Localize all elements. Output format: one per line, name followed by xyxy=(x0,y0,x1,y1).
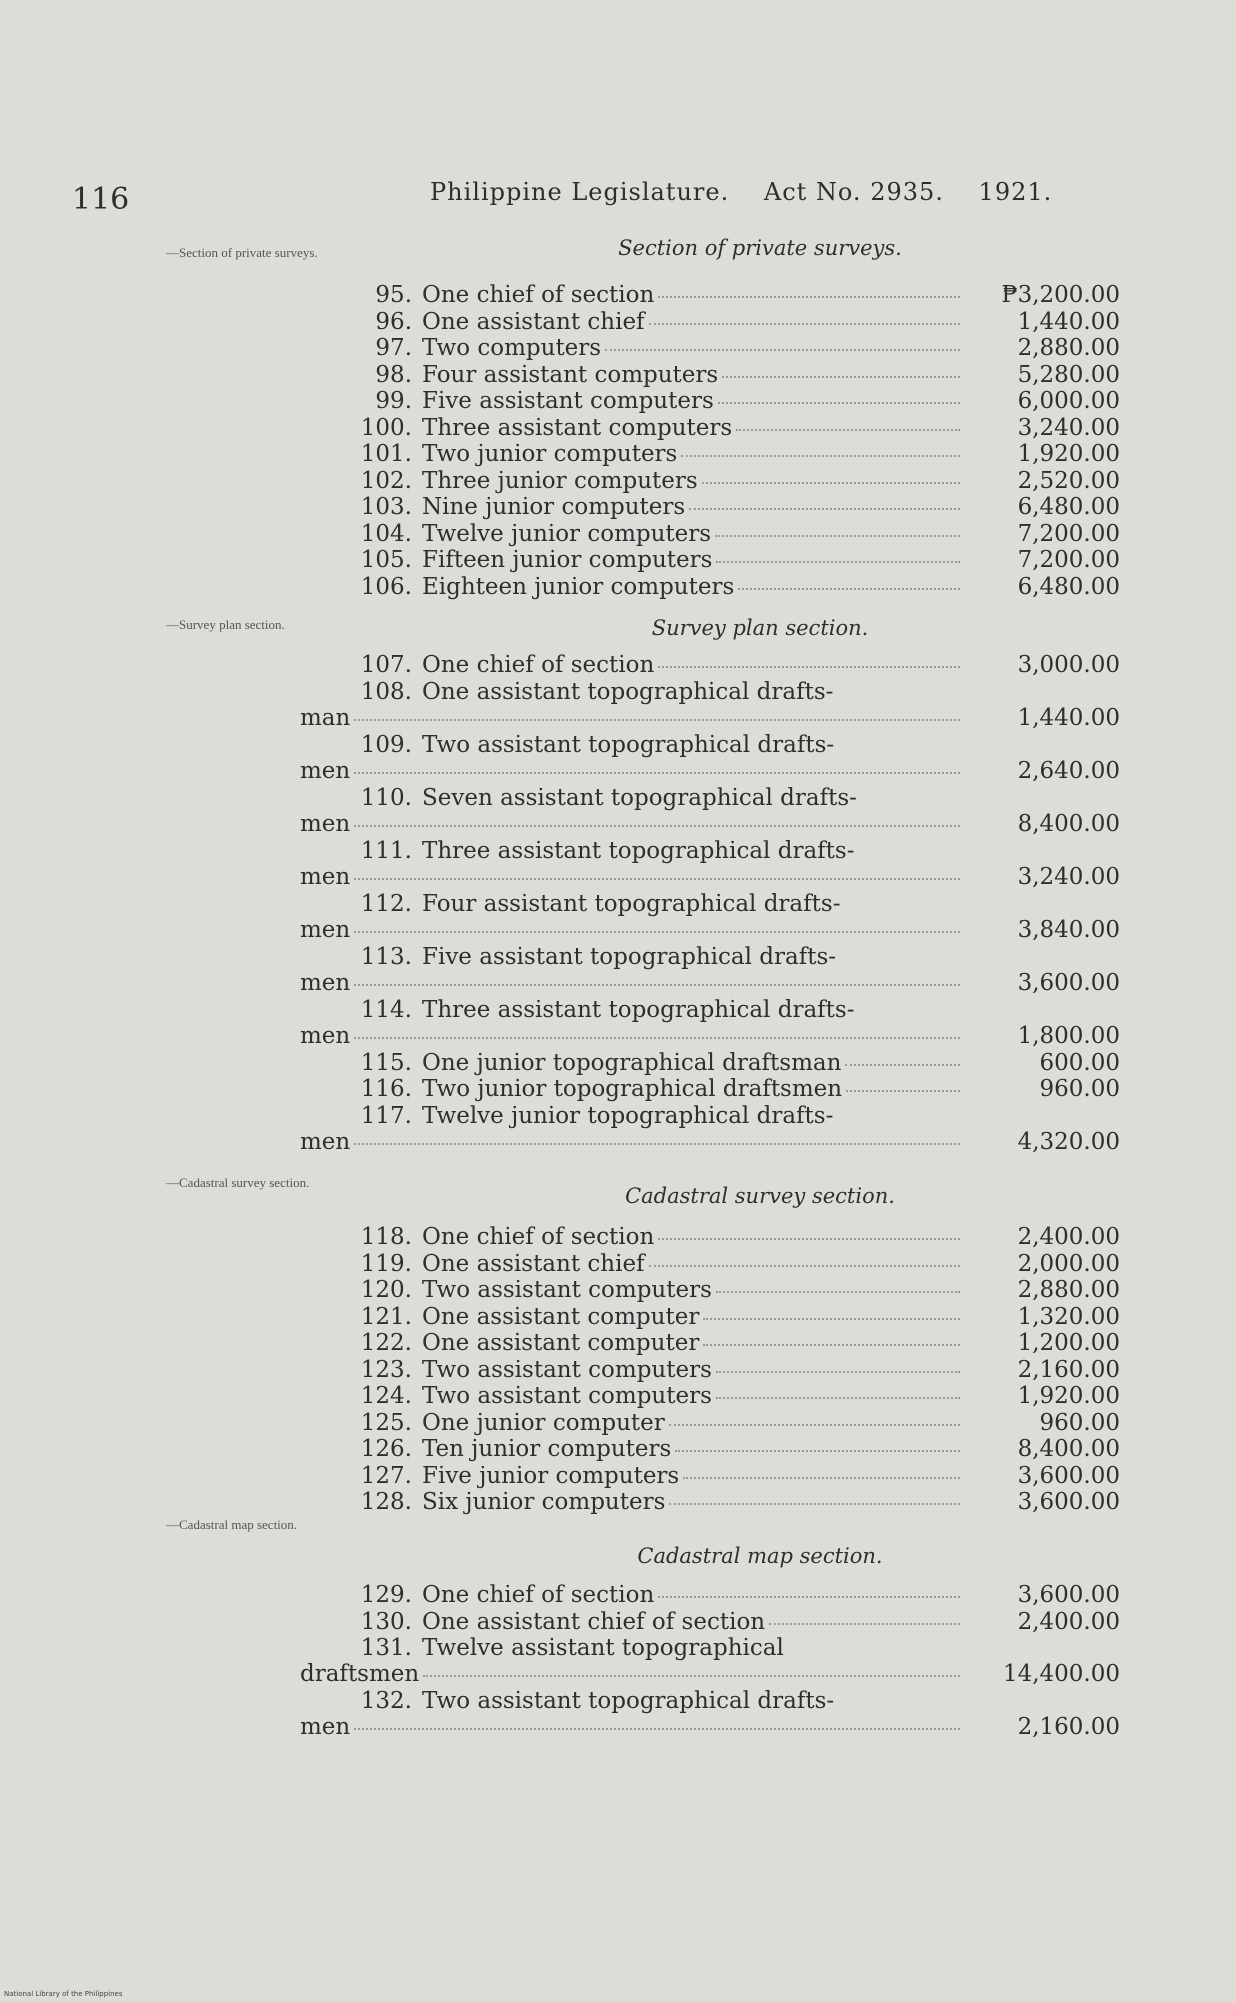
item-description: Four assistant computers xyxy=(422,361,719,388)
item-amount: 1,440.00 xyxy=(1017,308,1120,335)
leader-dots xyxy=(769,1609,960,1625)
item-number: 112. xyxy=(360,890,412,917)
item-line xyxy=(360,1489,1120,1515)
appropriation-item xyxy=(360,441,1120,467)
appropriation-item xyxy=(360,1489,1120,1515)
item-continuation-line xyxy=(300,1129,1120,1155)
leader-dots xyxy=(605,335,960,351)
item-line xyxy=(360,1463,1120,1489)
item-number: 132. xyxy=(360,1688,412,1714)
item-number: 118. xyxy=(360,1224,412,1250)
item-continuation-line xyxy=(300,1023,1120,1049)
item-amount: 4,320.00 xyxy=(1017,1128,1120,1155)
item-line xyxy=(360,1410,1120,1436)
item-number: 114. xyxy=(360,996,412,1023)
item-continuation-line xyxy=(300,1661,1120,1687)
item-amount: 3,600.00 xyxy=(1017,1489,1120,1515)
appropriation-item xyxy=(300,996,1120,1049)
item-amount: 3,000.00 xyxy=(1017,652,1120,678)
item-line xyxy=(360,1277,1120,1303)
item-number: 98. xyxy=(375,361,412,388)
item-number: 115. xyxy=(360,1049,412,1076)
leader-dots xyxy=(354,970,960,986)
item-amount: 1,800.00 xyxy=(1017,1022,1120,1049)
appropriation-item xyxy=(360,388,1120,414)
item-line xyxy=(360,335,1120,361)
item-amount: 2,640.00 xyxy=(1017,757,1120,784)
leader-dots xyxy=(354,1129,960,1145)
item-amount: 2,160.00 xyxy=(1017,1714,1120,1740)
appropriation-item xyxy=(360,1609,1120,1635)
item-description: Two junior topographical draftsmen xyxy=(422,1076,843,1102)
section-title: Section of private surveys. xyxy=(618,236,902,260)
item-line xyxy=(360,732,1120,758)
section-title: Survey plan section. xyxy=(651,616,869,640)
item-line xyxy=(360,1582,1120,1608)
item-amount: 1,440.00 xyxy=(1017,704,1120,731)
item-amount: 1,920.00 xyxy=(1017,441,1120,467)
item-amount: 2,000.00 xyxy=(1017,1250,1120,1277)
item-number: 107. xyxy=(360,652,412,678)
item-number: 124. xyxy=(360,1383,412,1409)
item-amount: 6,480.00 xyxy=(1017,573,1120,600)
item-number: 120. xyxy=(360,1277,412,1303)
item-line xyxy=(360,388,1120,414)
item-description: Two assistant computers xyxy=(422,1356,712,1383)
item-line xyxy=(360,574,1120,600)
item-description-continued: men xyxy=(300,1022,351,1049)
appropriation-item xyxy=(360,1410,1120,1436)
appropriation-item xyxy=(360,521,1120,547)
item-amount: 1,920.00 xyxy=(1017,1383,1120,1409)
item-line xyxy=(360,1357,1120,1383)
leader-dots xyxy=(354,705,960,721)
appropriation-item xyxy=(360,1277,1120,1303)
item-amount: 8,400.00 xyxy=(1017,1436,1120,1462)
item-number: 122. xyxy=(360,1330,412,1356)
item-description: Two assistant computers xyxy=(422,1383,712,1409)
leader-dots xyxy=(423,1661,960,1677)
item-amount: 7,200.00 xyxy=(1017,520,1120,547)
item-continuation-line xyxy=(300,917,1120,943)
item-line xyxy=(360,1304,1120,1330)
appropriation-item xyxy=(300,1688,1120,1740)
leader-dots xyxy=(649,1251,960,1267)
item-amount: 960.00 xyxy=(1039,1409,1120,1436)
item-line xyxy=(360,494,1120,520)
appropriation-item xyxy=(360,1357,1120,1383)
item-continuation-line xyxy=(300,1714,1120,1740)
appropriation-item xyxy=(360,1463,1120,1489)
item-description: Two assistant topographical drafts- xyxy=(422,1688,835,1714)
item-number: 131. xyxy=(360,1635,412,1661)
item-description: Twelve assistant topographical xyxy=(422,1635,784,1661)
item-description: One chief of section xyxy=(422,652,655,678)
item-description: Nine junior computers xyxy=(422,494,686,520)
leader-dots xyxy=(703,1330,960,1346)
item-number: 127. xyxy=(360,1462,412,1489)
appropriation-item xyxy=(360,574,1120,600)
item-continuation-line xyxy=(300,864,1120,890)
item-number: 111. xyxy=(360,837,412,864)
appropriation-item xyxy=(300,837,1120,890)
leader-dots xyxy=(649,309,960,325)
leader-dots xyxy=(658,1582,960,1598)
item-amount: 2,160.00 xyxy=(1017,1356,1120,1383)
item-amount: 3,600.00 xyxy=(1017,1582,1120,1608)
item-continuation-line xyxy=(300,705,1120,731)
item-number: 125. xyxy=(360,1409,412,1436)
appropriation-item xyxy=(360,282,1120,308)
item-amount: 5,280.00 xyxy=(1017,361,1120,388)
item-description: Two assistant computers xyxy=(422,1277,712,1303)
item-line xyxy=(360,997,1120,1023)
item-description-continued: men xyxy=(300,757,351,784)
item-number: 106. xyxy=(360,573,412,600)
appropriation-item xyxy=(300,678,1120,731)
item-line xyxy=(360,1050,1120,1076)
running-head xyxy=(430,178,1078,206)
item-number: 128. xyxy=(360,1489,412,1515)
item-description-continued: men xyxy=(300,810,351,837)
item-amount: 6,480.00 xyxy=(1017,494,1120,520)
leader-dots xyxy=(669,1489,960,1505)
item-description: Three assistant topographical drafts- xyxy=(422,996,855,1023)
item-number: 108. xyxy=(360,678,412,705)
item-line xyxy=(360,1224,1120,1250)
item-line xyxy=(360,362,1120,388)
appropriation-item xyxy=(360,309,1120,335)
leader-dots xyxy=(354,1023,960,1039)
item-description: One assistant chief xyxy=(422,1250,645,1277)
item-line xyxy=(360,415,1120,441)
leader-dots xyxy=(354,758,960,774)
item-description-continued: men xyxy=(300,916,351,943)
item-number: 97. xyxy=(375,335,412,361)
leader-dots xyxy=(716,1357,960,1373)
leader-dots xyxy=(669,1410,960,1426)
item-description-continued: draftsmen xyxy=(300,1661,420,1687)
item-amount: 3,840.00 xyxy=(1017,916,1120,943)
item-amount: 3,600.00 xyxy=(1017,1462,1120,1489)
leader-dots xyxy=(658,282,960,298)
item-number: 116. xyxy=(360,1076,412,1102)
item-number: 117. xyxy=(360,1102,412,1129)
item-description: Three assistant topographical drafts- xyxy=(422,837,855,864)
item-description: One chief of section xyxy=(422,1224,655,1250)
section-title: Cadastral survey section. xyxy=(625,1184,895,1208)
item-description: Fifteen junior computers xyxy=(422,547,713,573)
appropriation-item xyxy=(360,1076,1120,1102)
item-line xyxy=(360,1330,1120,1356)
margin-note: —Survey plan section. xyxy=(166,617,285,632)
running-head-year: 1921. xyxy=(978,178,1053,206)
item-description: Five assistant topographical drafts- xyxy=(422,943,837,970)
item-number: 100. xyxy=(360,414,412,441)
item-number: 102. xyxy=(360,467,412,494)
item-number: 123. xyxy=(360,1356,412,1383)
appropriation-item xyxy=(360,652,1120,678)
item-line xyxy=(360,1251,1120,1277)
appropriation-item xyxy=(360,362,1120,388)
leader-dots xyxy=(703,1304,960,1320)
item-description: Two computers xyxy=(422,335,602,361)
margin-note: —Cadastral survey section. xyxy=(166,1175,310,1190)
leader-dots xyxy=(845,1050,960,1066)
item-number: 126. xyxy=(360,1436,412,1462)
leader-dots xyxy=(702,468,960,484)
appropriation-item xyxy=(360,1050,1120,1076)
item-description-continued: men xyxy=(300,1128,351,1155)
leader-dots xyxy=(738,574,960,590)
appropriation-item xyxy=(300,890,1120,943)
item-line xyxy=(360,1076,1120,1102)
leader-dots xyxy=(736,415,960,431)
item-number: 96. xyxy=(375,308,412,335)
leader-dots xyxy=(716,1383,960,1399)
item-number: 105. xyxy=(360,547,412,573)
item-amount: 7,200.00 xyxy=(1017,547,1120,573)
appropriation-item xyxy=(360,494,1120,520)
item-line xyxy=(360,1436,1120,1462)
item-amount: 2,880.00 xyxy=(1017,335,1120,361)
item-description-continued: man xyxy=(300,704,351,731)
item-description: Six junior computers xyxy=(422,1489,666,1515)
item-line xyxy=(360,679,1120,705)
item-description: Two junior computers xyxy=(422,441,678,467)
item-amount: 3,240.00 xyxy=(1017,414,1120,441)
leader-dots xyxy=(658,1224,960,1240)
leader-dots xyxy=(722,362,960,378)
margin-note: —Section of private surveys. xyxy=(166,245,318,260)
library-footer: National Library of the Philippines xyxy=(4,1990,123,1998)
appropriation-item xyxy=(360,1224,1120,1250)
item-number: 110. xyxy=(360,784,412,811)
leader-dots xyxy=(683,1463,960,1479)
item-line xyxy=(360,282,1120,308)
item-amount: 3,240.00 xyxy=(1017,863,1120,890)
item-description-continued: men xyxy=(300,863,351,890)
leader-dots xyxy=(354,1714,960,1730)
item-number: 99. xyxy=(375,388,412,414)
leader-dots xyxy=(658,652,960,668)
page-number: 116 xyxy=(72,182,130,217)
item-line xyxy=(360,1688,1120,1714)
item-continuation-line xyxy=(300,758,1120,784)
section-title: Cadastral map section. xyxy=(637,1544,883,1568)
leader-dots xyxy=(354,917,960,933)
item-line xyxy=(360,547,1120,573)
appropriation-item xyxy=(300,731,1120,784)
item-description: One assistant computer xyxy=(422,1303,700,1330)
item-description: Five junior computers xyxy=(422,1462,680,1489)
leader-dots xyxy=(716,1277,960,1293)
item-number: 104. xyxy=(360,520,412,547)
item-amount: 600.00 xyxy=(1039,1049,1120,1076)
item-number: 113. xyxy=(360,943,412,970)
leader-dots xyxy=(689,494,960,510)
item-number: 130. xyxy=(360,1608,412,1635)
item-amount: 8,400.00 xyxy=(1017,810,1120,837)
item-amount: ₱3,200.00 xyxy=(1001,282,1120,308)
appropriation-item xyxy=(360,335,1120,361)
item-line xyxy=(360,1103,1120,1129)
appropriation-item xyxy=(360,415,1120,441)
item-description: Twelve junior computers xyxy=(422,520,712,547)
item-line xyxy=(360,1609,1120,1635)
item-number: 101. xyxy=(360,441,412,467)
item-description: One assistant chief of section xyxy=(422,1608,766,1635)
item-description: One junior topographical draftsman xyxy=(422,1049,842,1076)
item-line xyxy=(360,1635,1120,1661)
item-number: 121. xyxy=(360,1303,412,1330)
item-line xyxy=(360,838,1120,864)
leader-dots xyxy=(681,441,960,457)
appropriation-item xyxy=(360,1304,1120,1330)
item-line xyxy=(360,891,1120,917)
leader-dots xyxy=(718,388,960,404)
item-description: One junior computer xyxy=(422,1409,665,1436)
item-line xyxy=(360,468,1120,494)
item-description: Three assistant computers xyxy=(422,414,733,441)
item-number: 109. xyxy=(360,731,412,758)
appropriation-item xyxy=(360,1330,1120,1356)
item-line xyxy=(360,521,1120,547)
item-amount: 960.00 xyxy=(1039,1076,1120,1102)
appropriation-item xyxy=(360,1251,1120,1277)
appropriation-item xyxy=(360,468,1120,494)
appropriation-item xyxy=(300,943,1120,996)
item-amount: 1,200.00 xyxy=(1017,1330,1120,1356)
item-amount: 6,000.00 xyxy=(1017,388,1120,414)
item-description: Ten junior computers xyxy=(422,1436,672,1462)
running-head-act: Act No. 2935. xyxy=(763,178,944,206)
leader-dots xyxy=(354,811,960,827)
item-number: 129. xyxy=(360,1582,412,1608)
item-number: 95. xyxy=(375,282,412,308)
item-description: One chief of section xyxy=(422,1582,655,1608)
leader-dots xyxy=(354,864,960,880)
item-line xyxy=(360,1383,1120,1409)
item-line xyxy=(360,785,1120,811)
item-description: One assistant chief xyxy=(422,308,645,335)
item-amount: 14,400.00 xyxy=(1002,1661,1120,1687)
item-description-continued: men xyxy=(300,969,351,996)
appropriation-item xyxy=(360,1582,1120,1608)
item-line xyxy=(360,309,1120,335)
running-head-legislature: Philippine Legislature. xyxy=(430,178,730,206)
item-description: Four assistant topographical drafts- xyxy=(422,890,841,917)
item-description: One chief of section xyxy=(422,282,655,308)
item-description-continued: men xyxy=(300,1714,351,1740)
leader-dots xyxy=(675,1436,960,1452)
appropriation-item xyxy=(300,1102,1120,1155)
leader-dots xyxy=(846,1076,960,1092)
item-amount: 3,600.00 xyxy=(1017,969,1120,996)
item-number: 103. xyxy=(360,494,412,520)
item-amount: 2,400.00 xyxy=(1017,1608,1120,1635)
item-number: 119. xyxy=(360,1250,412,1277)
appropriation-item xyxy=(300,1635,1120,1687)
item-amount: 2,880.00 xyxy=(1017,1277,1120,1303)
appropriation-item xyxy=(360,1436,1120,1462)
item-description: Two assistant topographical drafts- xyxy=(422,731,835,758)
item-amount: 1,320.00 xyxy=(1017,1303,1120,1330)
appropriation-item xyxy=(360,547,1120,573)
item-description: Seven assistant topographical drafts- xyxy=(422,784,857,811)
item-description: Eighteen junior computers xyxy=(422,573,735,600)
item-line xyxy=(360,652,1120,678)
item-description: Five assistant computers xyxy=(422,388,714,414)
item-continuation-line xyxy=(300,811,1120,837)
item-continuation-line xyxy=(300,970,1120,996)
item-line xyxy=(360,441,1120,467)
leader-dots xyxy=(715,521,960,537)
item-description: One assistant computer xyxy=(422,1330,700,1356)
item-amount: 2,400.00 xyxy=(1017,1224,1120,1250)
item-description: Twelve junior topographical drafts- xyxy=(422,1102,834,1129)
item-amount: 2,520.00 xyxy=(1017,467,1120,494)
item-description: Three junior computers xyxy=(422,467,698,494)
appropriation-item xyxy=(300,784,1120,837)
item-line xyxy=(360,944,1120,970)
appropriation-item xyxy=(360,1383,1120,1409)
margin-note: —Cadastral map section. xyxy=(166,1517,298,1532)
item-description: One assistant topographical drafts- xyxy=(422,678,834,705)
leader-dots xyxy=(716,547,960,563)
